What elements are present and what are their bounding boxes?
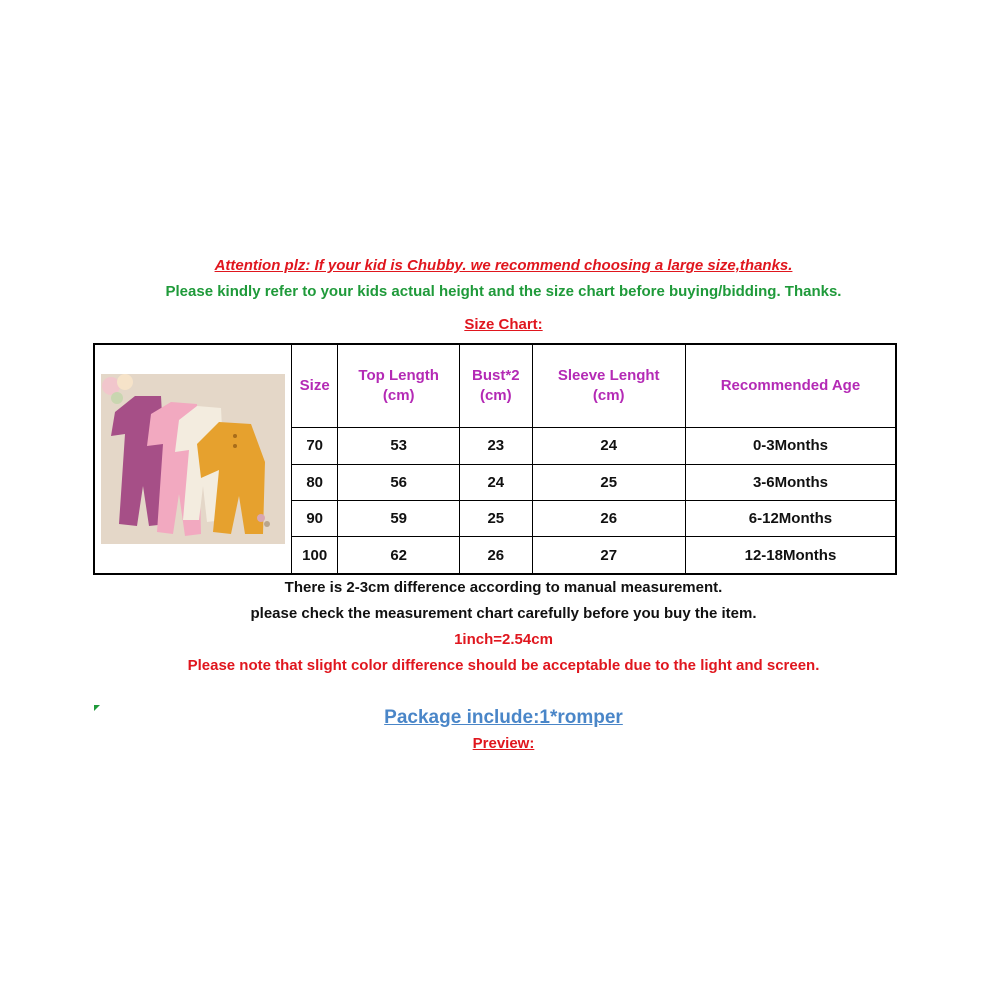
- cell-bust: 25: [460, 500, 532, 536]
- cell-sleeve-length: 27: [532, 537, 685, 574]
- cell-bust: 23: [460, 428, 532, 464]
- cell-sleeve-length: 24: [532, 428, 685, 464]
- check-chart-note: please check the measurement chart carefully before you buy the item.: [250, 605, 757, 622]
- cell-size: 100: [292, 537, 338, 574]
- header-recommended-age: Recommended Age: [685, 344, 896, 428]
- cell-sleeve-length: 25: [532, 464, 685, 500]
- inch-conversion-note: 1inch=2.54cm: [454, 631, 553, 648]
- cell-top-length: 62: [338, 537, 460, 574]
- cell-bust: 26: [460, 537, 532, 574]
- cell-age: 12-18Months: [685, 537, 896, 574]
- cell-size: 90: [292, 500, 338, 536]
- cell-sleeve-length: 26: [532, 500, 685, 536]
- cell-bust: 24: [460, 464, 532, 500]
- header-size: Size: [292, 344, 338, 428]
- cell-age: 0-3Months: [685, 428, 896, 464]
- header-sleeve-length: Sleeve Lenght (cm): [532, 344, 685, 428]
- product-photo: [101, 374, 285, 544]
- package-include-link[interactable]: Package include:1*romper: [384, 707, 623, 728]
- measurement-difference-note: There is 2-3cm difference according to manual measurement.: [284, 579, 723, 596]
- header-top-length: Top Length (cm): [338, 344, 460, 428]
- size-chart-title: Size Chart:: [464, 316, 543, 333]
- attention-note: Attention plz: If your kid is Chubby. we recommend choosing a large size,thanks.: [214, 257, 793, 274]
- cell-age: 6-12Months: [685, 500, 896, 536]
- cell-top-length: 53: [338, 428, 460, 464]
- cell-age: 3-6Months: [685, 464, 896, 500]
- preview-heading: Preview:: [472, 735, 535, 752]
- size-chart-table: [93, 343, 897, 575]
- cell-top-length: 59: [338, 500, 460, 536]
- table-header-row: [94, 344, 896, 428]
- color-difference-note: Please note that slight color difference should be acceptable due to the light and screen.: [187, 657, 820, 674]
- cell-top-length: 56: [338, 464, 460, 500]
- cell-size: 80: [292, 464, 338, 500]
- product-image-cell: [94, 344, 292, 574]
- size-advice-note: Please kindly refer to your kids actual height and the size chart before buying/bidding. Thanks.: [165, 283, 842, 300]
- header-bust: Bust*2 (cm): [460, 344, 532, 428]
- cell-size: 70: [292, 428, 338, 464]
